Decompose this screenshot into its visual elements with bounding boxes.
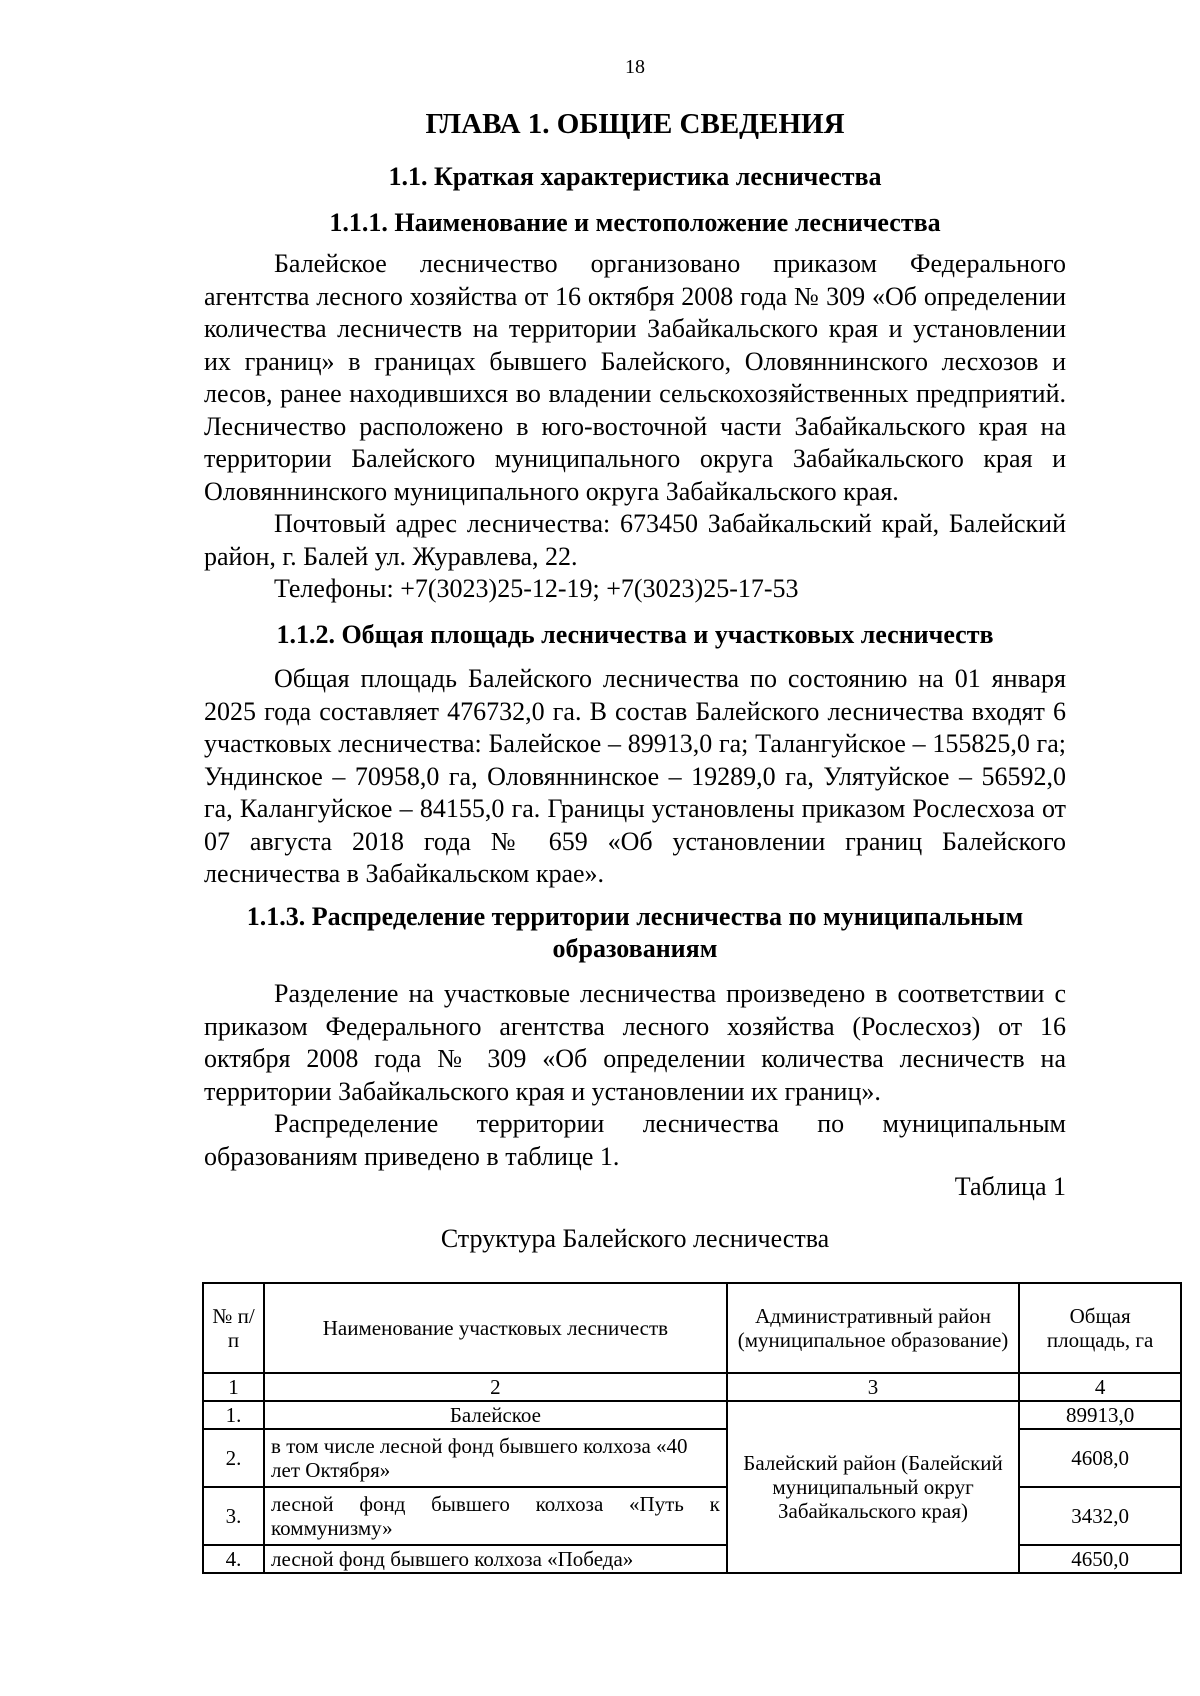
table-caption: Структура Балейского лесничества [440, 1224, 830, 1253]
paragraph-postal-address: Почтовый адрес лесничества: 673450 Забайкальский край, Балейский район, г. Балей ул. Журавлева, 22. [204, 509, 1066, 571]
paragraph-phones: Телефоны: +7(3023)25-12-19; +7(3023)25-17-53 [274, 574, 799, 603]
section-heading-1-1-3-line1: 1.1.3. Распределение территории лесничества по муниципальным [246, 902, 1024, 931]
table-header-row [203, 1283, 1181, 1373]
table-row [203, 1429, 1181, 1487]
paragraph-total-area: Общая площадь Балейского лесничества по состоянию на 01 января 2025 года составляет 476732,0 га. В состав Балейского лесничества входят 6 участковых лесничества: Балейское – 89913,0 га; Талангуйское – 155825,0 га; Ундинское – 70958,0 га, Оловяннинское – 19289,0 га, Улятуйское – 56592,0 га, Калангуйское – 84155,0 га. Границы установлены приказом Рослесхоза от 07 августа 2018 года № 659 «Об установлении границ Балейского лесничества в Забайкальском крае». [204, 664, 1066, 888]
forestry-structure-table [202, 1282, 1182, 1574]
row-name: лесной фонд бывшего колхоза «Путь к коммунизму» [264, 1487, 727, 1545]
table-column-number-row [203, 1373, 1181, 1401]
paragraph-division: Разделение на участковые лесничества произведено в соответствии с приказом Федерального агентства лесного хозяйства (Рослесхоз) от 16 октября 2008 года № 309 «Об определении количества лесничеств на территории Забайкальского края и установлении их границ». [204, 979, 1066, 1106]
section-heading-1-1-1: 1.1.1. Наименование и местоположение лесничества [329, 208, 941, 237]
row-number: 4. [203, 1545, 264, 1573]
paragraph-location: Балейское лесничество организовано приказом Федерального агентства лесного хозяйства от 16 октября 2008 года № 309 «Об определении количества лесничеств на территории Забайкальского края и установлении их границ» в границах бывшего Балейского, Оловяннинского лесхозов и лесов, ранее находившихся во владении сельскохозяйственных предприятий. Лесничество расположено в юго-восточной части Забайкальского края на территории Балейского муниципального округа Забайкальского края и Оловяннинского муниципального округа Забайкальского края. [204, 249, 1066, 506]
section-heading-1-1: 1.1. Краткая характеристика лесничества [388, 162, 882, 191]
paragraph-distribution: Распределение территории лесничества по муниципальным образованиям приведено в таблице 1. [204, 1109, 1066, 1171]
row-number: 1. [203, 1401, 264, 1429]
column-number: 4 [1019, 1373, 1181, 1401]
header-total-area: Общая площадь, га [1019, 1283, 1181, 1373]
column-number: 2 [264, 1373, 727, 1401]
row-area: 3432,0 [1019, 1487, 1181, 1545]
row-area: 89913,0 [1019, 1401, 1181, 1429]
row-number: 2. [203, 1429, 264, 1487]
row-area: 4650,0 [1019, 1545, 1181, 1573]
row-number: 3. [203, 1487, 264, 1545]
table-row [203, 1487, 1181, 1545]
table-row [203, 1545, 1181, 1573]
row-district: Балейский район (Балейский муниципальный округ Забайкальского края) [727, 1401, 1019, 1573]
header-district-name: Наименование участковых лесничеств [264, 1283, 727, 1373]
row-name: в том числе лесной фонд бывшего колхоза «40 лет Октября» [264, 1429, 727, 1487]
column-number: 3 [727, 1373, 1019, 1401]
row-name: Балейское [264, 1401, 727, 1429]
page-number: 18 [625, 56, 645, 78]
row-name: лесной фонд бывшего колхоза «Победа» [264, 1545, 727, 1573]
section-heading-1-1-2: 1.1.2. Общая площадь лесничества и участковых лесничеств [276, 620, 994, 649]
table-label: Таблица 1 [954, 1172, 1066, 1201]
table-row [203, 1401, 1181, 1429]
column-number: 1 [203, 1373, 264, 1401]
row-area: 4608,0 [1019, 1429, 1181, 1487]
header-administrative-area: Административный район (муниципальное образование) [727, 1283, 1019, 1373]
header-number: № п/п [203, 1283, 264, 1373]
chapter-title: ГЛАВА 1. ОБЩИЕ СВЕДЕНИЯ [425, 108, 845, 140]
section-heading-1-1-3-line2: образованиям [552, 934, 718, 963]
